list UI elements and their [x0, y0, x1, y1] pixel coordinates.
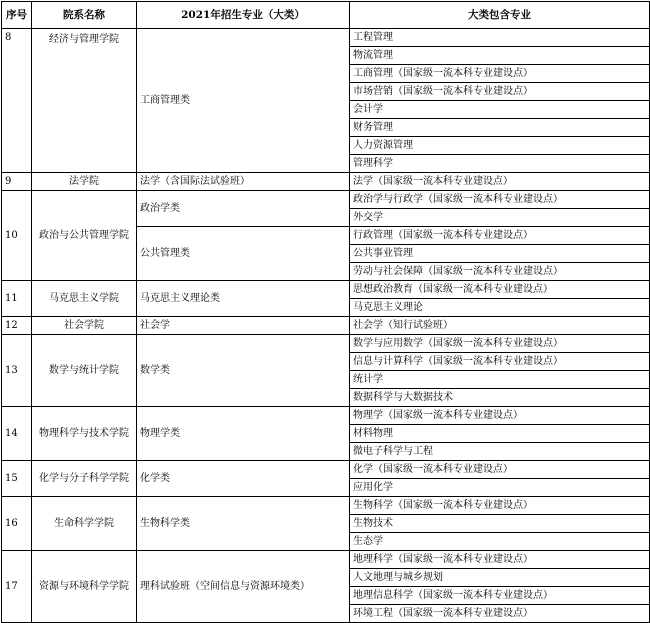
major-name: 应用化学 — [350, 479, 650, 497]
category-name: 数学类 — [137, 335, 350, 407]
serial-number: 17 — [2, 551, 32, 623]
serial-number: 12 — [2, 317, 32, 335]
major-name: 微电子科学与工程 — [350, 443, 650, 461]
major-name: 化学（国家级一流本科专业建设点） — [350, 461, 650, 479]
major-name: 生态学 — [350, 533, 650, 551]
category-name: 工商管理类 — [137, 29, 350, 173]
major-name: 人文地理与城乡规划 — [350, 569, 650, 587]
majors-table — [1, 1, 650, 623]
major-name: 社会学（知行试验班） — [350, 317, 650, 335]
major-name: 生物技术 — [350, 515, 650, 533]
school-name: 经济与管理学院 — [32, 29, 137, 173]
major-name: 统计学 — [350, 371, 650, 389]
school-name: 物理科学与技术学院 — [32, 407, 137, 461]
serial-number: 10 — [2, 191, 32, 281]
major-name: 思想政治教育（国家级一流本科专业建设点） — [350, 281, 650, 299]
category-name: 马克思主义理论类 — [137, 281, 350, 317]
major-name: 地理信息科学（国家级一流本科专业建设点） — [350, 587, 650, 605]
school-name: 资源与环境科学学院 — [32, 551, 137, 623]
header-serial: 序号 — [2, 2, 32, 29]
serial-number: 16 — [2, 497, 32, 551]
serial-number: 13 — [2, 335, 32, 407]
school-name: 马克思主义学院 — [32, 281, 137, 317]
major-name: 会计学 — [350, 101, 650, 119]
category-name: 生物科学类 — [137, 497, 350, 551]
header-category: 2021年招生专业（大类） — [137, 2, 350, 29]
major-name: 环境工程（国家级一流本科专业建设点） — [350, 605, 650, 623]
school-name: 生命科学学院 — [32, 497, 137, 551]
table-row — [2, 551, 650, 569]
major-name: 物理学（国家级一流本科专业建设点） — [350, 407, 650, 425]
major-name: 材料物理 — [350, 425, 650, 443]
major-name: 外交学 — [350, 209, 650, 227]
header-row — [2, 2, 650, 29]
school-name: 化学与分子科学学院 — [32, 461, 137, 497]
major-name: 财务管理 — [350, 119, 650, 137]
major-name: 工程管理 — [350, 29, 650, 47]
serial-number: 11 — [2, 281, 32, 317]
major-name: 信息与计算科学（国家级一流本科专业建设点） — [350, 353, 650, 371]
table-row — [2, 335, 650, 353]
table-row — [2, 29, 650, 47]
major-name: 行政管理（国家级一流本科专业建设点） — [350, 227, 650, 245]
school-name: 社会学院 — [32, 317, 137, 335]
major-name: 市场营销（国家级一流本科专业建设点） — [350, 83, 650, 101]
category-name: 政治学类 — [137, 191, 350, 227]
category-name: 理科试验班（空间信息与资源环境类） — [137, 551, 350, 623]
school-name: 政治与公共管理学院 — [32, 191, 137, 281]
category-name: 公共管理类 — [137, 227, 350, 281]
category-name: 化学类 — [137, 461, 350, 497]
major-name: 公共事业管理 — [350, 245, 650, 263]
header-majors: 大类包含专业 — [350, 2, 650, 29]
major-name: 管理科学 — [350, 155, 650, 173]
serial-number: 8 — [2, 29, 32, 173]
table-row — [2, 407, 650, 425]
major-name: 数据科学与大数据技术 — [350, 389, 650, 407]
table-header — [2, 2, 650, 29]
serial-number: 9 — [2, 173, 32, 191]
table-row — [2, 317, 650, 335]
table-row — [2, 461, 650, 479]
major-name: 劳动与社会保障（国家级一流本科专业建设点） — [350, 263, 650, 281]
major-name: 马克思主义理论 — [350, 299, 650, 317]
table-row — [2, 281, 650, 299]
header-school: 院系名称 — [32, 2, 137, 29]
major-name: 政治学与行政学（国家级一流本科专业建设点） — [350, 191, 650, 209]
category-name: 法学（含国际法试验班） — [137, 173, 350, 191]
major-name: 生物科学（国家级一流本科专业建设点） — [350, 497, 650, 515]
school-name: 数学与统计学院 — [32, 335, 137, 407]
table-row — [2, 191, 650, 209]
table-row — [2, 173, 650, 191]
major-name: 法学（国家级一流本科专业建设点） — [350, 173, 650, 191]
table-row — [2, 497, 650, 515]
major-name: 物流管理 — [350, 47, 650, 65]
major-name: 工商管理（国家级一流本科专业建设点） — [350, 65, 650, 83]
serial-number: 15 — [2, 461, 32, 497]
school-name: 法学院 — [32, 173, 137, 191]
major-name: 人力资源管理 — [350, 137, 650, 155]
serial-number: 14 — [2, 407, 32, 461]
major-name: 地理科学（国家级一流本科专业建设点） — [350, 551, 650, 569]
category-name: 社会学 — [137, 317, 350, 335]
table-body — [2, 29, 650, 623]
major-name: 数学与应用数学（国家级一流本科专业建设点） — [350, 335, 650, 353]
category-name: 物理学类 — [137, 407, 350, 461]
